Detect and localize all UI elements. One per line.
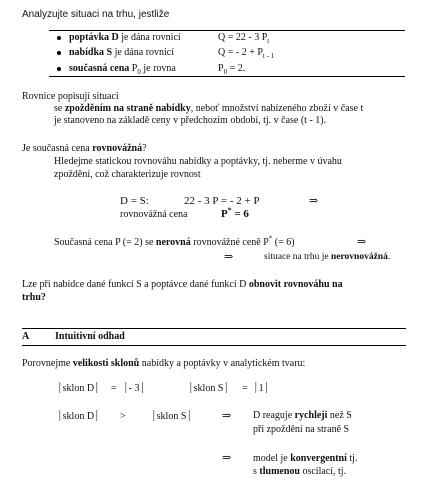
- section-title: Intuitivní odhad: [55, 331, 125, 342]
- implies-arrow-icon: ⇒: [357, 236, 367, 248]
- slope-d-label: ⏐sklon D⏐: [57, 383, 100, 394]
- equation-left: D = S:: [120, 195, 149, 207]
- question-restore: Lze při nabídce dané funkcí S a poptávce dané funkcí D obnovit rovnováhu na: [22, 279, 343, 290]
- system-label: Rovnice popisují situaci: [22, 91, 119, 102]
- bullet-icon: [57, 67, 61, 71]
- question-line-2: zpoždění, což charakterizuje rovnost: [54, 169, 201, 180]
- system-line-1: se zpožděním na straně nabídky, neboť množství nabízeného zboží v čase t: [54, 103, 364, 114]
- slope-s-value: ⏐1⏐: [253, 383, 270, 394]
- formula-demand: Q = 22 - 3 $P_t$: [218, 32, 270, 45]
- equals-sign: =: [111, 383, 117, 394]
- slope-s-label: ⏐sklon S⏐: [151, 411, 193, 422]
- intro-text: Analyzujte situaci na trhu, jestliže: [22, 9, 170, 20]
- implies-arrow-icon: ⇒: [224, 251, 234, 263]
- market-conclusion: situace na trhu je nerovnovážná.: [264, 252, 391, 262]
- model-line-1: model je konvergentní tj.: [253, 453, 358, 464]
- reaction-line-1: D reaguje rychleji než S: [253, 410, 352, 421]
- implies-arrow-icon: ⇒: [309, 195, 319, 207]
- section-top-rule: [22, 328, 406, 329]
- equals-sign: =: [242, 383, 248, 394]
- slope-d-label: ⏐sklon D⏐: [57, 411, 100, 422]
- price-comparison: Současná cena P (= 2) se nerovná rovnovážné ceně P* (= 6): [54, 234, 295, 248]
- implies-arrow-icon: ⇒: [222, 452, 232, 464]
- compare-intro: Porovnejme velikosti sklonů nabídky a poptávky v analytickém tvaru:: [22, 358, 306, 369]
- equilibrium-price-value: P* = 6: [221, 205, 249, 220]
- equilibrium-price-label: rovnovážná cena: [120, 209, 188, 220]
- question-line-1: Hledejme statickou rovnováhu nabídky a poptávky, tj. neberme v úvahu: [54, 156, 342, 167]
- question-equilibrium: Je současná cena rovnovážná?: [22, 143, 147, 154]
- bullet-icon: [57, 51, 61, 55]
- model-line-2: s tlumenou oscilací, tj.: [253, 466, 347, 477]
- reaction-line-2: při zpoždění na straně S: [253, 424, 350, 435]
- formula-price: $P_0 = 2$.: [218, 63, 246, 76]
- bullet-icon: [57, 36, 61, 40]
- system-line-2: je stanoveno na základě ceny v předchozím období, tj. v čase (t - 1).: [54, 115, 327, 126]
- condition-supply: nabídka S je dána rovnicí: [69, 47, 175, 58]
- divider: [49, 30, 405, 31]
- formula-supply: Q = - $2 + P_{t - 1}$: [218, 47, 275, 60]
- condition-price: současná cena $P_0$ je rovna: [69, 63, 176, 76]
- condition-demand: poptávka D je dána rovnicí: [69, 32, 181, 43]
- slope-s-label: ⏐sklon S⏐: [188, 383, 230, 394]
- section-bottom-rule: [22, 345, 406, 346]
- equation-right: 22 - 3 P = - 2 + P: [184, 195, 260, 207]
- question-restore-line-2: trhu?: [22, 292, 46, 303]
- implies-arrow-icon: ⇒: [222, 410, 232, 422]
- greater-than-sign: >: [120, 411, 126, 422]
- section-letter: A: [22, 331, 30, 342]
- slope-d-value: ⏐- 3⏐: [123, 383, 146, 394]
- divider: [49, 76, 405, 77]
